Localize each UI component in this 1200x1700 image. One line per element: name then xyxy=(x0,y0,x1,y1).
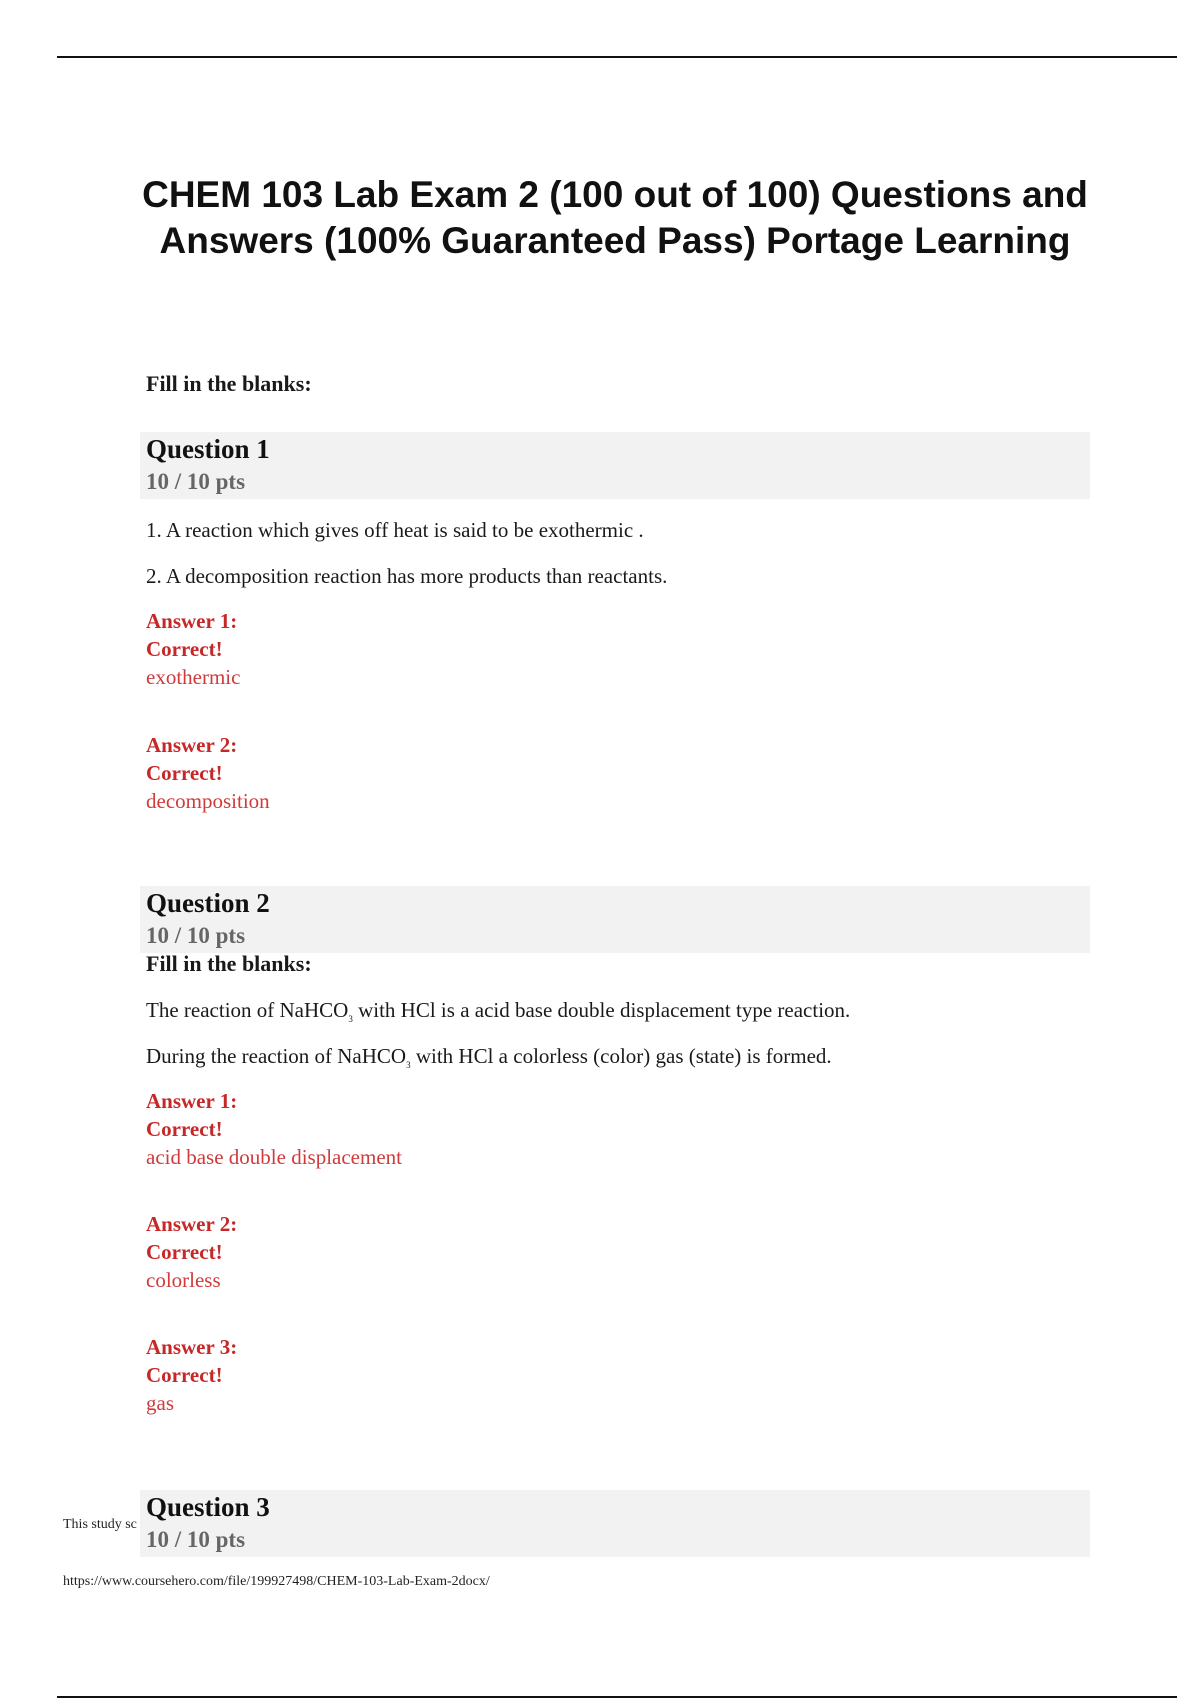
answer-label: Answer 1: xyxy=(146,1089,238,1113)
question-1-answer-1 xyxy=(146,607,240,691)
answer-value: colorless xyxy=(146,1268,221,1292)
line-text: with HCl a colorless (color) gas (state) is formed. xyxy=(410,1044,832,1068)
question-3-header xyxy=(140,1490,1090,1557)
answer-value: gas xyxy=(146,1391,174,1415)
question-1-answer-2 xyxy=(146,731,270,815)
question-2-line-2 xyxy=(146,1043,832,1078)
answer-label: Answer 3: xyxy=(146,1335,238,1359)
answer-status: Correct! xyxy=(146,1240,223,1264)
question-1-line-2: 2. A decomposition reaction has more products than reactants. xyxy=(146,564,668,588)
top-rule xyxy=(57,56,1177,58)
question-points: 10 / 10 pts xyxy=(146,923,246,948)
subscript: 3 xyxy=(348,1014,353,1025)
answer-label: Answer 1: xyxy=(146,609,238,633)
question-2-line-1 xyxy=(146,997,850,1032)
bottom-rule xyxy=(57,1696,1177,1698)
answer-value: decomposition xyxy=(146,789,270,813)
subscript: 3 xyxy=(406,1060,411,1071)
answer-status: Correct! xyxy=(146,761,223,785)
document-title: CHEM 103 Lab Exam 2 (100 out of 100) Questions and Answers (100% Guaranteed Pass) Portage Learning xyxy=(142,174,1088,261)
question-title: Question 3 xyxy=(146,1492,270,1522)
line-text: During the reaction of NaHCO xyxy=(146,1044,407,1068)
answer-value: acid base double displacement xyxy=(146,1145,402,1169)
question-2-answer-3 xyxy=(146,1333,237,1417)
answer-status: Correct! xyxy=(146,637,223,661)
question-2-answer-1 xyxy=(146,1087,402,1171)
intro-instruction: Fill in the blanks: xyxy=(146,371,312,396)
answer-label: Answer 2: xyxy=(146,733,238,757)
question-points: 10 / 10 pts xyxy=(146,1527,246,1552)
answer-status: Correct! xyxy=(146,1363,223,1387)
answer-label: Answer 2: xyxy=(146,1212,238,1236)
source-url[interactable]: https://www.coursehero.com/file/199927498/CHEM-103-Lab-Exam-2docx/ xyxy=(63,1574,490,1589)
answer-value: exothermic xyxy=(146,665,241,689)
question-1-header xyxy=(140,432,1090,499)
question-2-header xyxy=(140,886,1090,953)
line-text: The reaction of NaHCO xyxy=(146,998,349,1022)
question-points: 10 / 10 pts xyxy=(146,469,246,494)
question-title: Question 1 xyxy=(146,434,270,464)
question-1-line-1: 1. A reaction which gives off heat is said to be exothermic . xyxy=(146,518,644,542)
line-text: with HCl is a acid base double displacement type reaction. xyxy=(352,998,851,1022)
study-source-note: This study sc xyxy=(63,1517,137,1532)
question-2-prompt: Fill in the blanks: xyxy=(146,951,312,976)
answer-status: Correct! xyxy=(146,1117,223,1141)
question-title: Question 2 xyxy=(146,888,270,918)
question-2-answer-2 xyxy=(146,1210,237,1294)
